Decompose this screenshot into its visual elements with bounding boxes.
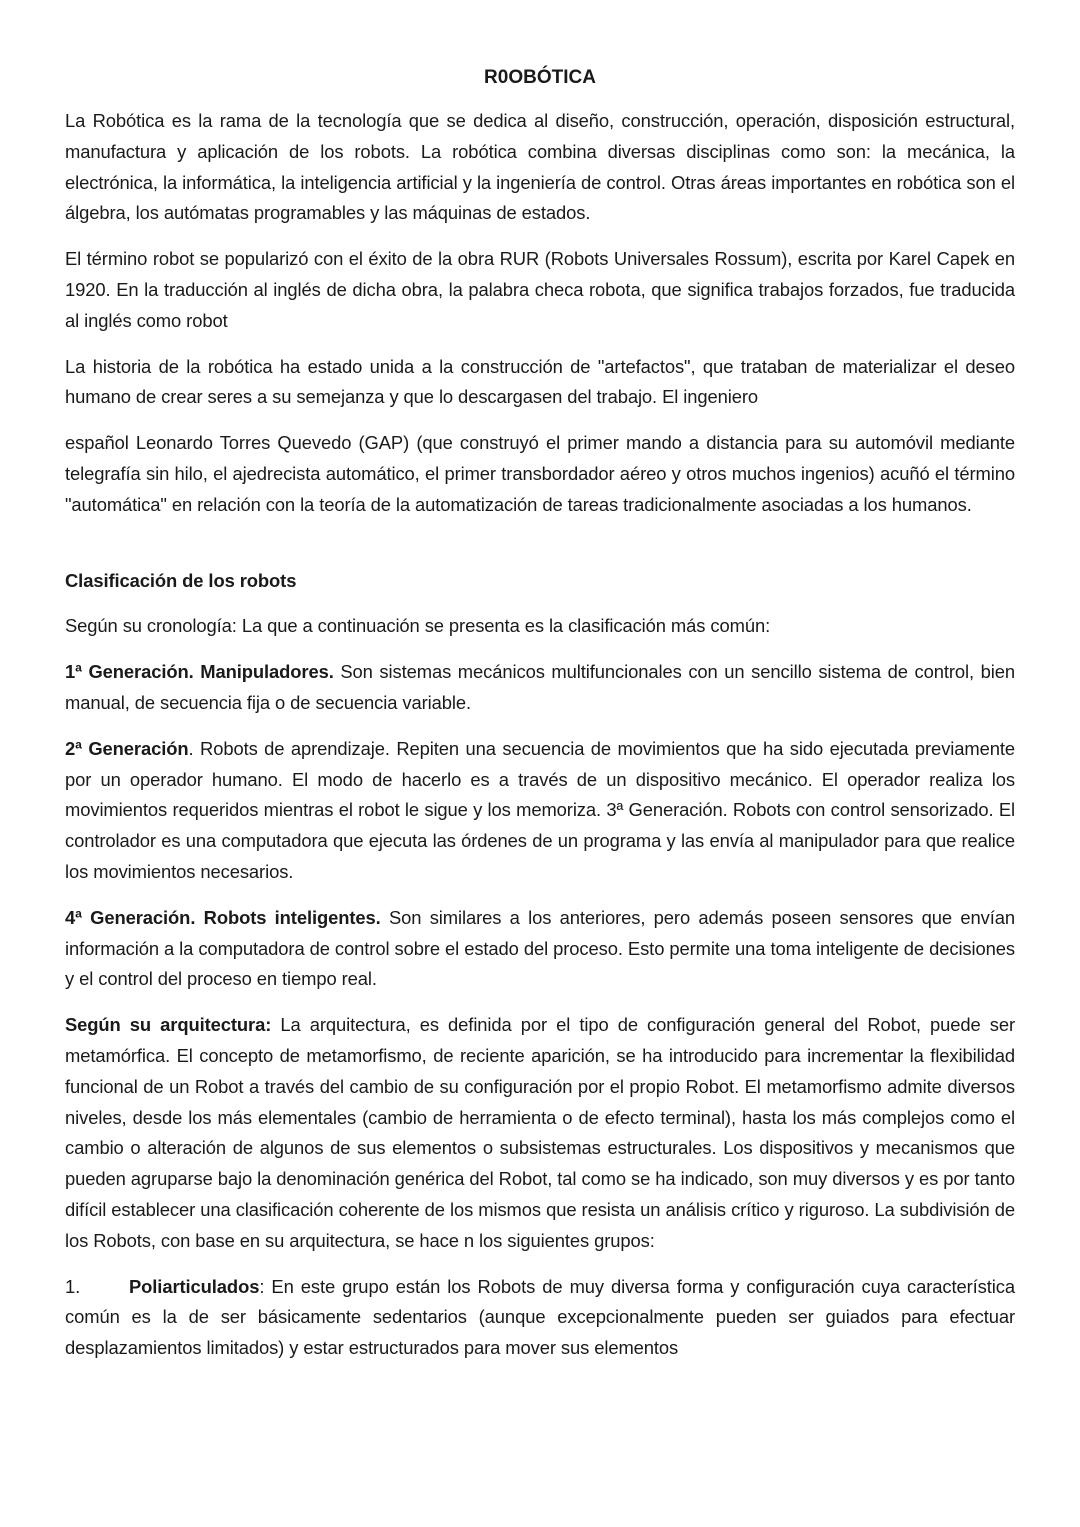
cronologia-paragraph: Según su cronología: La que a continuación se presenta es la clasificación más común: <box>65 615 771 637</box>
document-page <box>65 64 1015 1379</box>
list-number: 1. <box>65 1275 81 1297</box>
gen4-label: 4ª Generación. Robots inteligentes. <box>65 906 381 928</box>
gen4-text: Son similares a los anteriores, pero además poseen sensores que envían información a la computadora de control sobre el estado del proceso. Esto permite una toma inteligente de decisiones y el control del proceso en tiempo real. <box>65 906 1015 990</box>
gen2-paragraph <box>65 734 1015 888</box>
arquitectura-paragraph <box>65 1010 1015 1256</box>
list-item-1 <box>65 1272 1015 1364</box>
gen1-text: Son sistemas mecánicos multifuncionales con un sencillo sistema de control, bien manual, de secuencia fija o de secuencia variable. <box>65 661 1015 713</box>
gen4-paragraph <box>65 903 1015 995</box>
gen2-label: 2ª Generación <box>65 737 189 759</box>
list-item-text: : En este grupo están los Robots de muy diversa forma y configuración cuya característica común es la de ser básicamente sedentarios (aunque excepcionalmente pueden ser guiados para efectuar desplazamientos limitados) y estar estructurados para mover sus elementos <box>65 1275 1015 1359</box>
intro-paragraph-3: La historia de la robótica ha estado unida a la construcción de "artefactos", que trataban de materializar el deseo humano de crear seres a su semejanza y que lo descargasen del trabajo. El ingeniero <box>65 355 1015 408</box>
intro-paragraph-4: español Leonardo Torres Quevedo (GAP) (que construyó el primer mando a distancia para su automóvil mediante telegrafía sin hilo, el ajedrecista automático, el primer transbordador aéreo y otros muchos ingenios) acuñó el término "automática" en relación con la teoría de la automatización de tareas tradicionalmente asociadas a los humanos. <box>65 432 1015 515</box>
arquitectura-label: Según su arquitectura: <box>65 1014 272 1036</box>
gen1-label: 1ª Generación. Manipuladores. <box>65 661 334 683</box>
list-item-label: Poliarticulados <box>129 1275 260 1297</box>
gen1-paragraph <box>65 657 1015 719</box>
section-heading: Clasificación de los robots <box>65 569 297 591</box>
document-title: R0OBÓTICA <box>484 67 596 88</box>
intro-paragraph-1: La Robótica es la rama de la tecnología que se dedica al diseño, construcción, operación, disposición estructural, manufactura y aplicación de los robots. La robótica combina diversas disciplinas como son: la mecánica, la electrónica, la informática, la inteligencia artificial y la ingeniería de control. Otras áreas importantes en robótica son el álgebra, los autómatas programables y las máquinas de estados. <box>65 110 1015 224</box>
gen2-text: . Robots de aprendizaje. Repiten una secuencia de movimientos que ha sido ejecutada previamente por un operador humano. El modo de hacerlo es a través de un dispositivo mecánico. El operador realiza los movimientos requeridos mientras el robot le sigue y los memoriza. 3ª Generación. Robots con control sensorizado. El controlador es una computadora que ejecuta las órdenes de un programa y las envía al manipulador para que realice los movimientos necesarios. <box>65 737 1016 882</box>
intro-paragraph-2: El término robot se popularizó con el éxito de la obra RUR (Robots Universales Rossum), escrita por Karel Capek en 1920. En la traducción al inglés de dicha obra, la palabra checa robota, que significa trabajos forzados, fue traducida al inglés como robot <box>65 248 1015 331</box>
arquitectura-text: La arquitectura, es definida por el tipo de configuración general del Robot, puede ser metamórfica. El concepto de metamorfismo, de reciente aparición, se ha introducido para incrementar la flexibilidad funcional de un Robot a través del cambio de su configuración por el propio Robot. El metamorfismo admite diversos niveles, desde los más elementales (cambio de herramienta o de efecto terminal), hasta los más complejos como el cambio o alteración de algunos de sus elementos o subsistemas estructurales. Los dispositivos y mecanismos que pueden agruparse bajo la denominación genérica del Robot, tal como se ha indicado, son muy diversos y es por tanto difícil establecer una clasificación coherente de los mismos que resista un análisis crítico y riguroso. La subdivisión de los Robots, con base en su arquitectura, se hace n los siguientes grupos: <box>65 1014 1015 1251</box>
